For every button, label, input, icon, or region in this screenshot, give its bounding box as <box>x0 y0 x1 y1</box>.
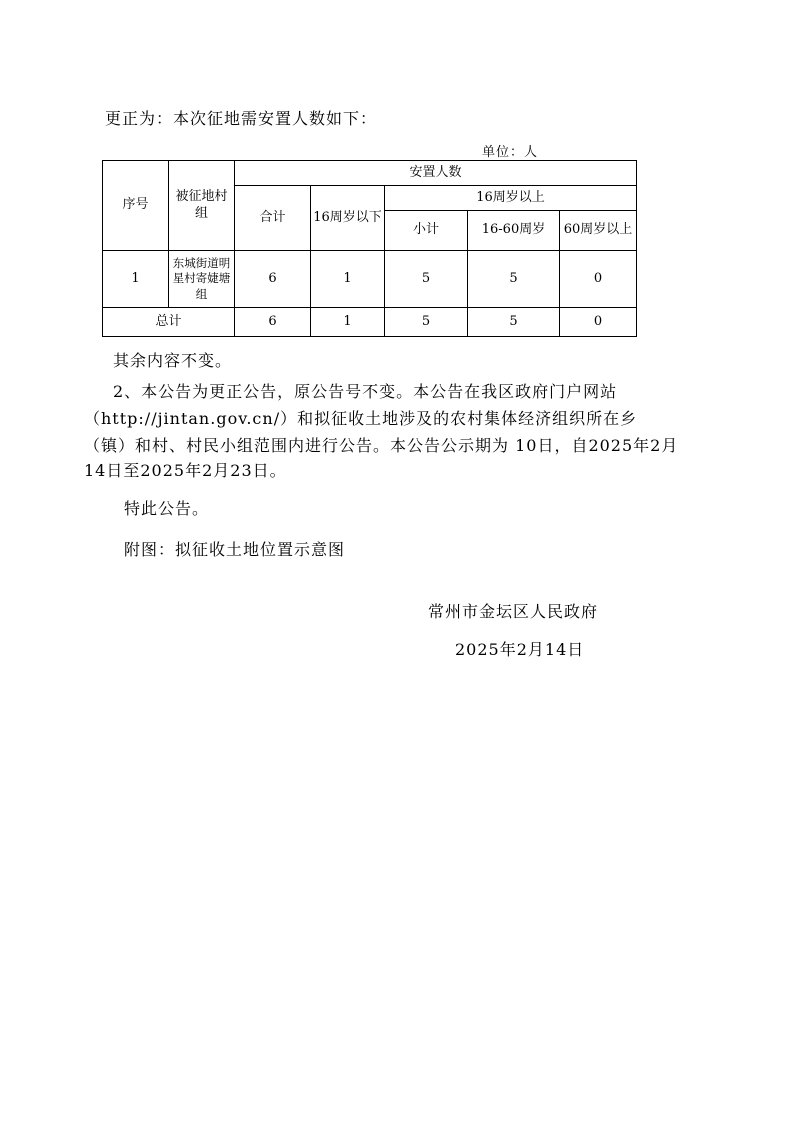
rest-unchanged-text: 其余内容不变。 <box>113 351 233 370</box>
header-total: 合计 <box>235 186 311 251</box>
issue-date: 2025年2月14日 <box>455 640 585 659</box>
totals-label: 总计 <box>103 308 235 337</box>
totals-under-16: 1 <box>311 308 385 337</box>
totals-row <box>103 308 637 337</box>
special-notice: 特此公告。 <box>124 499 210 518</box>
cell-seq: 1 <box>103 251 169 308</box>
attachment-note: 附图：拟征收土地位置示意图 <box>124 540 346 559</box>
header-resettle-count: 安置人数 <box>235 161 637 186</box>
resettlement-table <box>102 160 637 337</box>
totals-total: 6 <box>235 308 311 337</box>
cell-under-16: 1 <box>311 251 385 308</box>
totals-over-60: 0 <box>560 308 637 337</box>
unit-label: 单位：人 <box>482 145 539 160</box>
paragraph-2-line-4: 14日至2025年2月23日。 <box>84 461 287 480</box>
header-under-16: 16周岁以下 <box>311 186 385 251</box>
header-seq: 序号 <box>103 161 169 251</box>
totals-age-16-60: 5 <box>468 308 560 337</box>
header-subtotal: 小计 <box>385 211 468 251</box>
header-over-60: 60周岁以上 <box>560 211 637 251</box>
cell-village-group: 东城街道明星村寄婕塘组 <box>169 251 235 308</box>
paragraph-2-line-2: （http://jintan.gov.cn/）和拟征收土地涉及的农村集体经济组织所在乡 <box>84 409 638 428</box>
issuer-name: 常州市金坛区人民政府 <box>428 602 599 621</box>
paragraph-2-line-1: 2、本公告为更正公告，原公告号不变。本公告在我区政府门户网站 <box>113 382 618 401</box>
table-row <box>103 251 637 308</box>
cell-subtotal: 5 <box>385 251 468 308</box>
header-over-16: 16周岁以上 <box>385 186 637 211</box>
paragraph-2-line-3: （镇）和村、村民小组范围内进行公告。本公告公示期为 10日，自2025年2月 <box>84 436 679 455</box>
cell-total: 6 <box>235 251 311 308</box>
cell-over-60: 0 <box>560 251 637 308</box>
totals-subtotal: 5 <box>385 308 468 337</box>
cell-age-16-60: 5 <box>468 251 560 308</box>
header-village-group: 被征地村组 <box>169 161 235 251</box>
correction-intro: 更正为：本次征地需安置人数如下： <box>105 109 378 128</box>
header-age-16-60: 16-60周岁 <box>468 211 560 251</box>
